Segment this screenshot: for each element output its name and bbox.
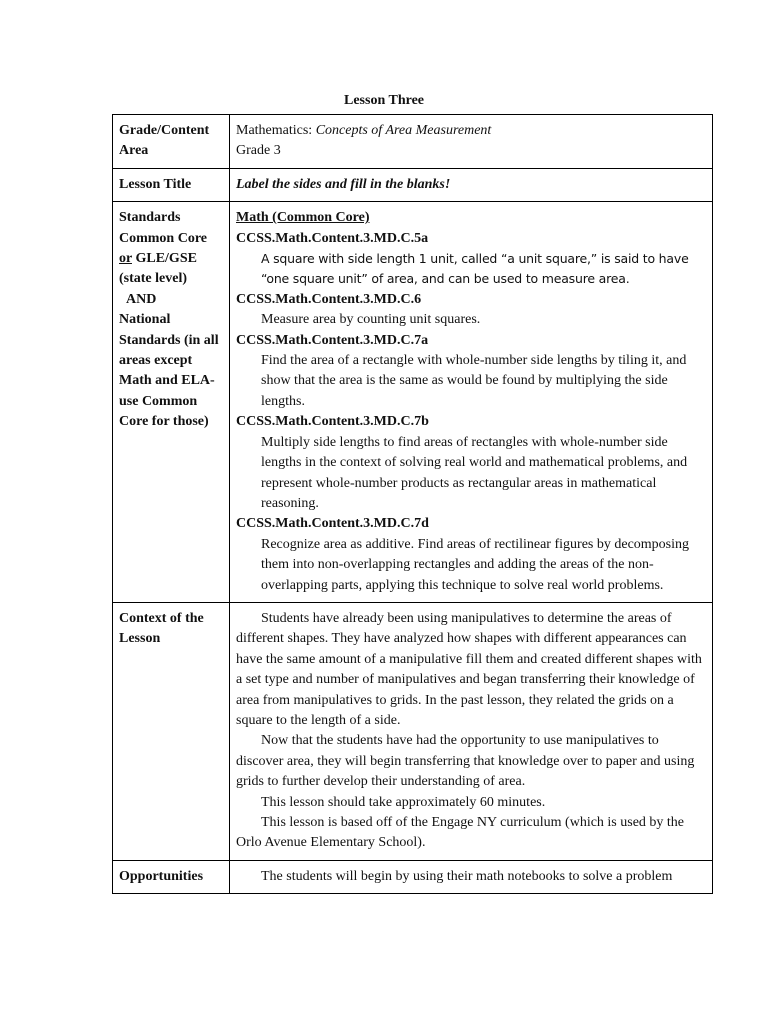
table-row-opportunities <box>113 860 713 893</box>
standards-content <box>230 202 713 603</box>
standards-heading: Math (Common Core) <box>236 210 370 226</box>
grade-value: Grade 3 <box>236 143 281 159</box>
lesson-title-value <box>230 168 713 201</box>
lesson-plan-table <box>112 114 713 894</box>
subject-prefix: Mathematics: <box>236 123 316 138</box>
standards-label-line1: Standards Common Core <box>119 210 208 246</box>
standards-label-or: or <box>119 251 132 267</box>
standard-text: Recognize area as additive. Find areas of rectilinear figures by decomposing them into non-overlapping rectangles and adding the areas of the non-overlapping parts, applying this technique to solve real world problems. <box>261 536 690 593</box>
lesson-title-text: Label the sides and fill in the blanks! <box>236 176 451 192</box>
standard-text: Multiply side lengths to find areas of rectangles with whole-number side lengths in the context of solving real world and mathematical problems, and represent whole-number products as rectangular areas in mathematical reasoning. <box>261 434 688 511</box>
table-row-title <box>113 168 713 201</box>
standard-text: A square with side length 1 unit, called “a unit square,” is said to have “one square unit” of area, and can be used to measure area. <box>261 251 689 287</box>
context-paragraph: This lesson should take approximately 60 minutes. <box>261 794 546 810</box>
lesson-title-label: Lesson Title <box>113 168 230 201</box>
opportunities-label: Opportunities <box>113 860 230 893</box>
standards-label-line3: National Standards (in all areas except Math and ELA-use Common Core for those) <box>119 312 219 430</box>
context-label: Context of the Lesson <box>113 602 230 860</box>
grade-label: Grade/Content Area <box>113 115 230 169</box>
page-title: Lesson Three <box>344 93 424 108</box>
table-row-grade <box>113 115 713 169</box>
standard-code: CCSS.Math.Content.3.MD.C.5a <box>236 230 429 246</box>
context-content <box>230 602 713 860</box>
standards-label <box>113 202 230 603</box>
table-row-standards <box>113 202 713 603</box>
standards-label-and: AND <box>126 291 157 307</box>
table-row-context <box>113 602 713 860</box>
standard-text: Find the area of a rectangle with whole-number side lengths by tiling it, and show that the area is the same as would be found by multiplying the side lengths. <box>261 353 687 409</box>
subject-title: Concepts of Area Measurement <box>315 123 492 138</box>
context-paragraph: Students have already been using manipulatives to determine the areas of different shapes. They have analyzed how shapes with different appearances can have the same amount of a manipulative fill them and created different shapes with a set type and number of manipulatives and began transferring their knowledge of area from manipulatives to grids. In the past lesson, they related the grids on a square to the length of a side. <box>236 610 702 728</box>
standard-text: Measure area by counting unit squares. <box>261 312 481 328</box>
opportunities-text: The students will begin by using their math notebooks to solve a problem <box>261 868 673 884</box>
context-paragraph: This lesson is based off of the Engage NY curriculum (which is used by the Orlo Avenue Elementary School). <box>236 815 685 851</box>
standard-code: CCSS.Math.Content.3.MD.C.7d <box>236 516 429 532</box>
grade-content <box>230 115 713 169</box>
standard-code: CCSS.Math.Content.3.MD.C.6 <box>236 291 422 307</box>
opportunities-content <box>230 860 713 893</box>
context-paragraph: Now that the students have had the opportunity to use manipulatives to discover area, they will begin transferring that knowledge over to paper and using grids to further develop their understanding of area. <box>236 733 695 790</box>
standard-code: CCSS.Math.Content.3.MD.C.7a <box>236 332 429 348</box>
standards-label-line2: GLE/GSE (state level) <box>119 251 197 287</box>
standard-code: CCSS.Math.Content.3.MD.C.7b <box>236 414 429 430</box>
